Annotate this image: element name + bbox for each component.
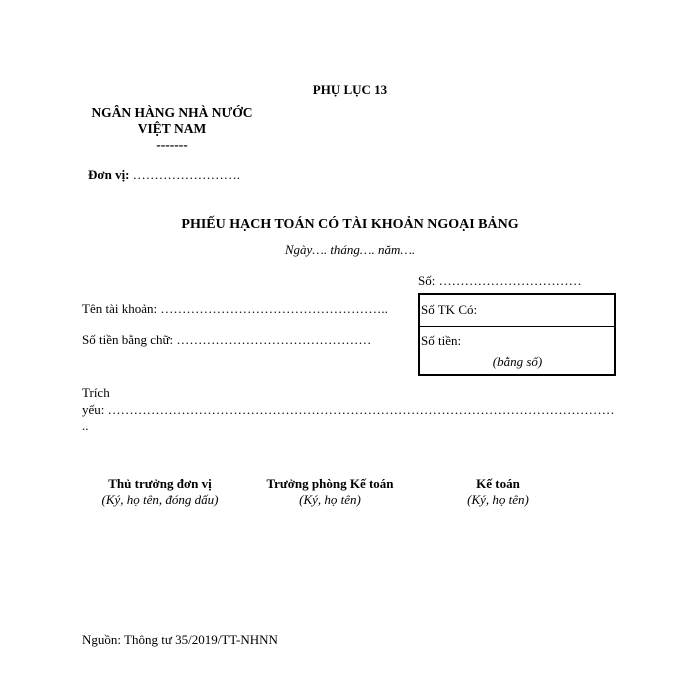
unit-label: Đơn vị: bbox=[88, 167, 130, 182]
organization-name-line1: NGÂN HÀNG NHÀ NƯỚC bbox=[91, 105, 253, 120]
amount-cell bbox=[420, 327, 614, 370]
organization-divider: ------- bbox=[156, 137, 188, 152]
excerpt-label: Trích bbox=[82, 385, 110, 400]
signature-chief-accountant bbox=[240, 476, 420, 508]
amount-in-words-field: Số tiền bằng chữ: ……………………………………… bbox=[82, 332, 372, 347]
signature-role: Kế toán bbox=[476, 476, 520, 491]
amount-in-digits-note: (bằng số) bbox=[492, 354, 543, 369]
voucher-number-field: Số: …………………………… bbox=[418, 273, 582, 288]
unit-field bbox=[88, 167, 240, 183]
account-box bbox=[418, 293, 616, 376]
form-title: PHIẾU HẠCH TOÁN CÓ TÀI KHOẢN NGOẠI BẢNG bbox=[181, 217, 519, 232]
credit-account-cell bbox=[420, 295, 614, 327]
credit-account-label: Số TK Có: bbox=[421, 302, 478, 317]
excerpt-continuation: .. bbox=[82, 418, 89, 433]
amount-label: Số tiền: bbox=[421, 333, 462, 348]
signature-note: (Ký, họ tên) bbox=[467, 492, 529, 507]
appendix-title: PHỤ LỤC 13 bbox=[312, 82, 388, 97]
signature-unit-head bbox=[70, 476, 250, 508]
unit-blank: ……………………. bbox=[129, 167, 241, 182]
signature-note: (Ký, họ tên) bbox=[299, 492, 361, 507]
excerpt-field: yếu: ……………………………………………………………………………………………………… bbox=[82, 402, 615, 417]
signature-role: Thủ trưởng đơn vị bbox=[108, 476, 212, 491]
source-note: Nguồn: Thông tư 35/2019/TT-NHNN bbox=[82, 632, 278, 647]
account-name-field: Tên tài khoản: …………………………………………….. bbox=[82, 301, 388, 316]
organization-name-line2: VIỆT NAM bbox=[137, 121, 207, 136]
signature-note: (Ký, họ tên, đóng dấu) bbox=[101, 492, 219, 507]
form-date: Ngày…. tháng…. năm…. bbox=[284, 242, 416, 257]
signature-accountant bbox=[408, 476, 588, 508]
organization-header bbox=[82, 105, 262, 153]
signature-role: Trưởng phòng Kế toán bbox=[266, 476, 394, 491]
